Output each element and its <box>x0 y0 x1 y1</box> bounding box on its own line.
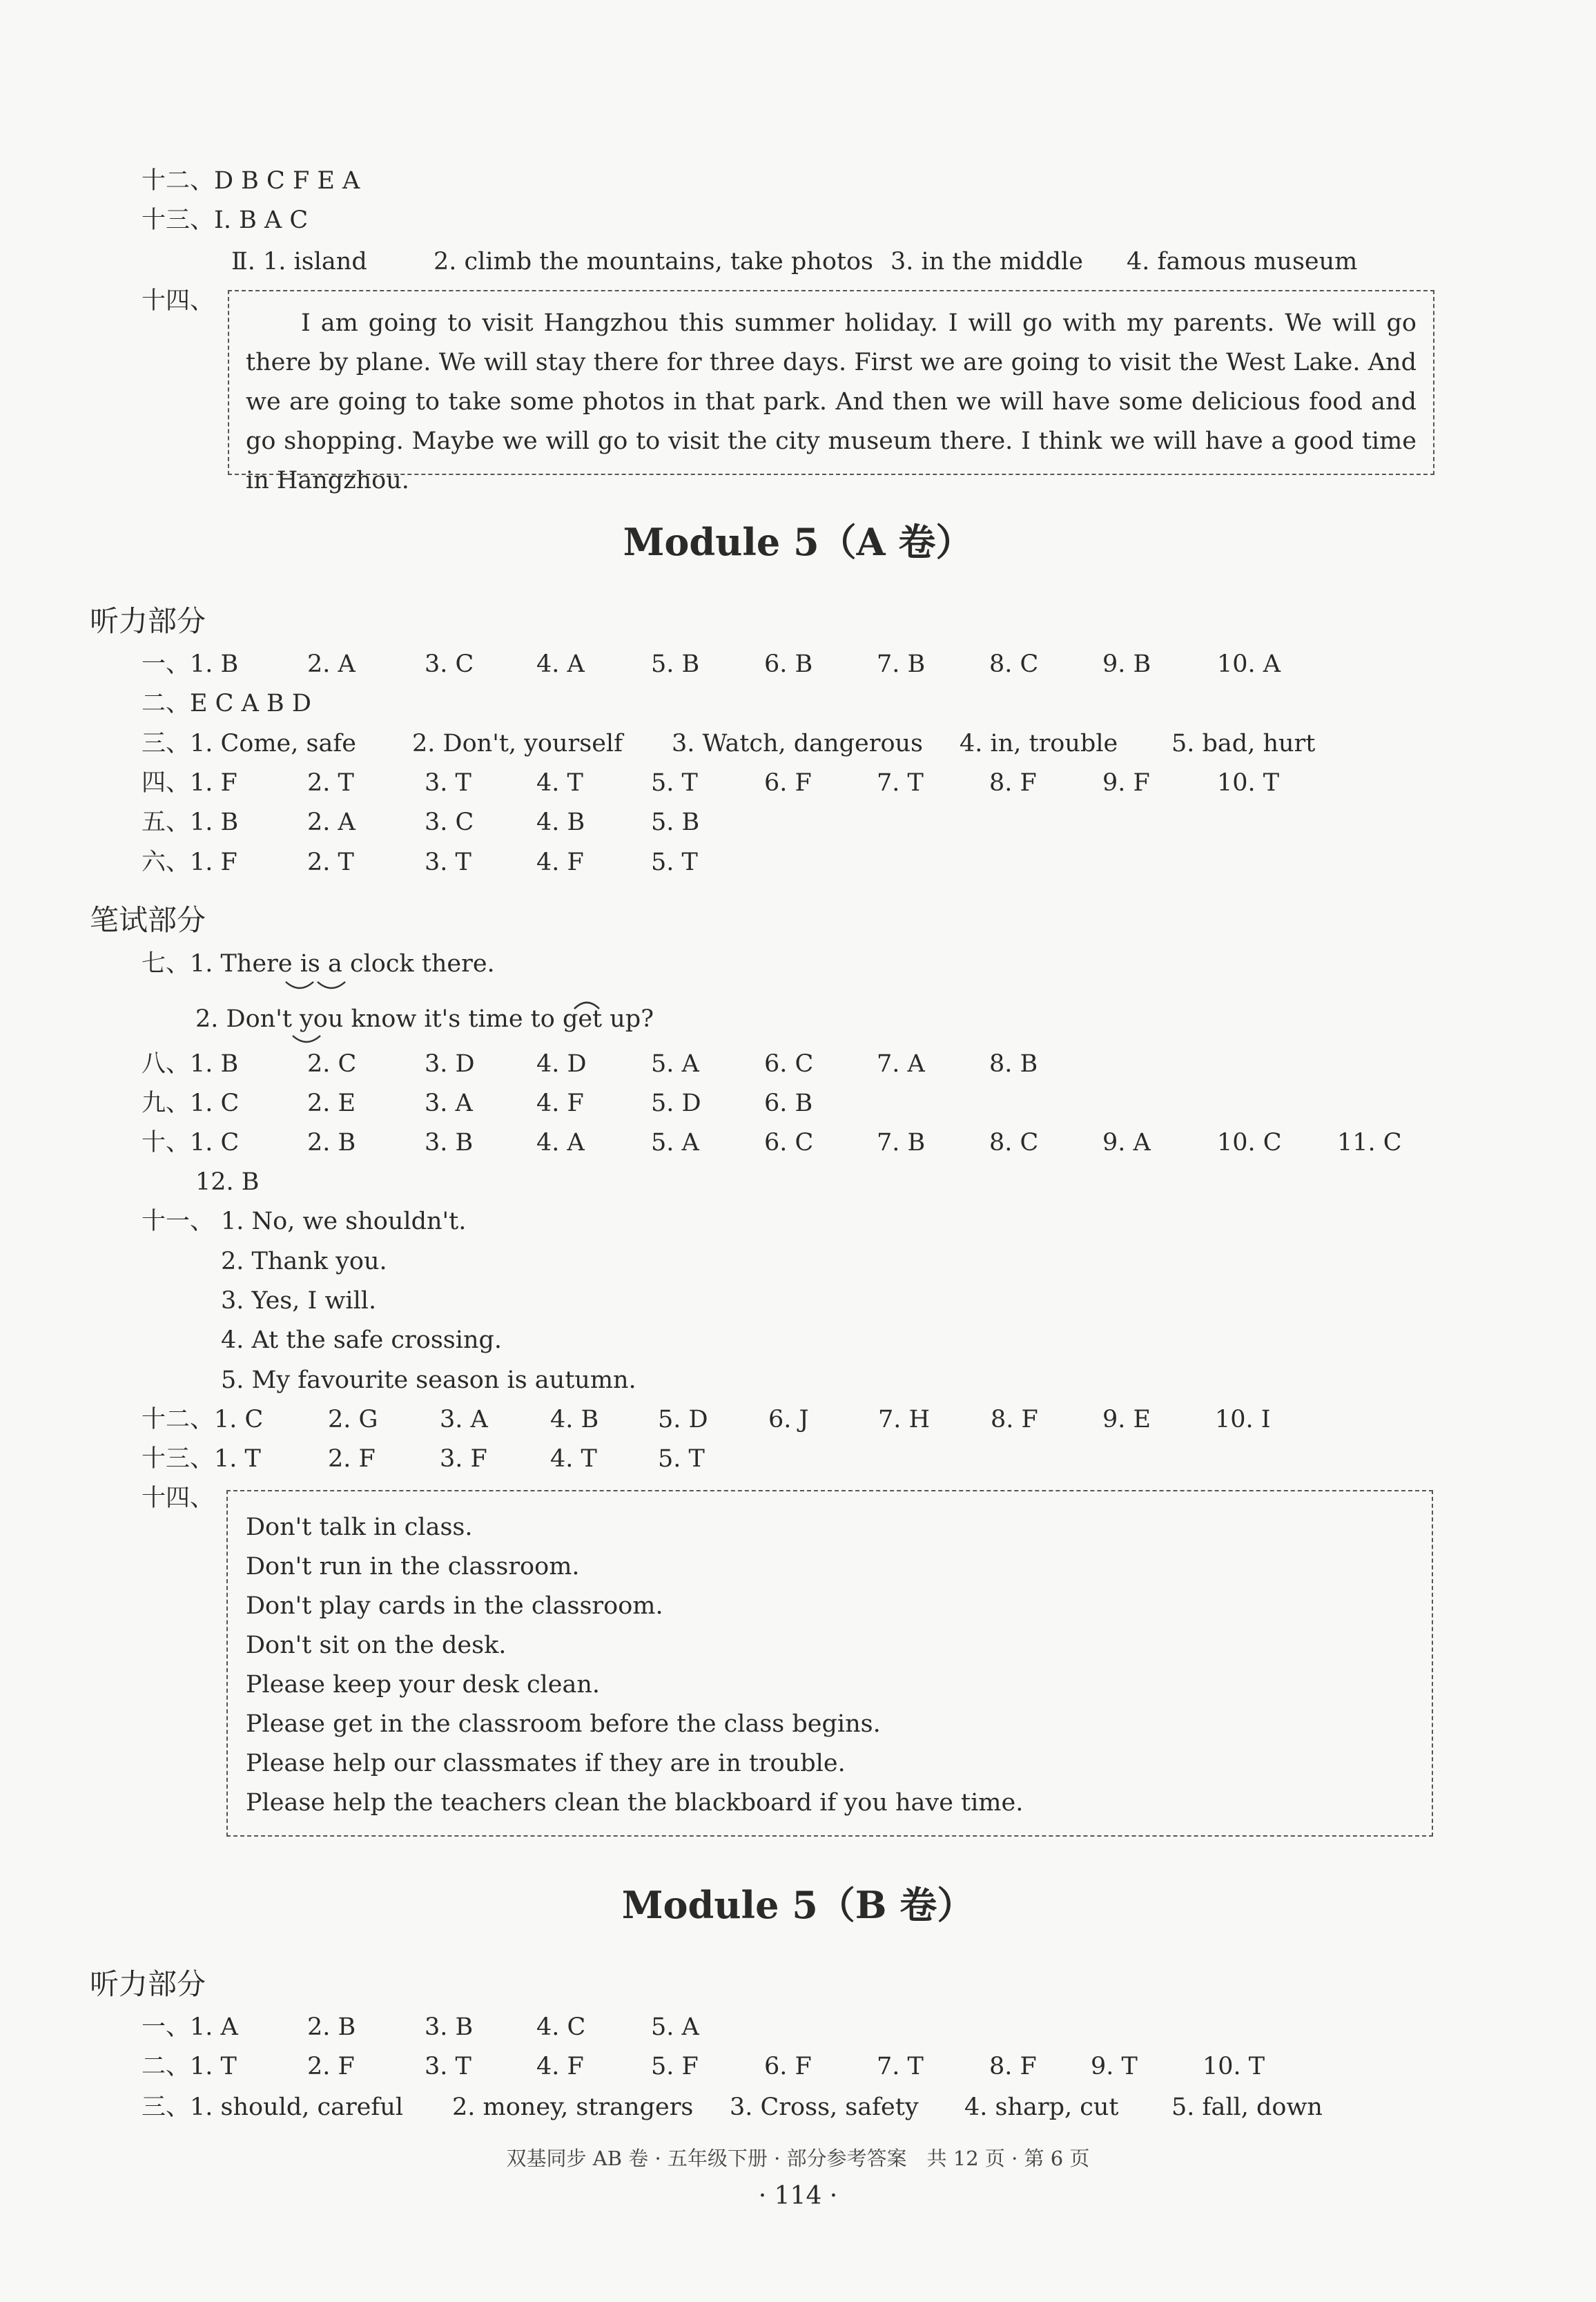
a-row12-5: 5. D <box>658 1406 708 1433</box>
a-row1-1: 一、1. B <box>142 650 239 678</box>
a-row8-2: 2. C <box>307 1050 357 1078</box>
a-row13-4: 4. T <box>550 1445 597 1473</box>
module-b-listening-heading: 听力部分 <box>90 1967 206 2001</box>
a-row4-1: 四、1. F <box>142 769 237 797</box>
a-row8-8: 8. B <box>989 1050 1038 1078</box>
liaison-mark-3 <box>572 996 603 1012</box>
rule-line: Don't talk in class. <box>246 1513 473 1541</box>
a-row3-5: 5. bad, hurt <box>1171 730 1316 757</box>
a-row8-6: 6. C <box>764 1050 814 1078</box>
a-row4-5: 5. T <box>651 769 698 797</box>
a-row1-2: 2. A <box>307 650 356 678</box>
a-row1-3: 3. C <box>425 650 474 678</box>
a-row11-label: 十一、 <box>142 1208 215 1235</box>
a-row12-4: 4. B <box>550 1406 599 1433</box>
a-row1-10: 10. A <box>1217 650 1281 678</box>
a-row13-2: 2. F <box>328 1445 376 1473</box>
rule-line: Please get in the classroom before the class begins. <box>246 1710 881 1738</box>
a-row13-1: 十三、1. T <box>142 1445 261 1473</box>
answer-13-part1: 十三、Ⅰ. B A C <box>142 206 309 234</box>
b-row2-8: 8. F <box>989 2053 1037 2080</box>
b-row1-2: 2. B <box>307 2013 356 2041</box>
essay-text: I am going to visit Hangzhou this summer holiday. I will go with my parents. We will go there by plane. We will stay there for three days. First we are going to visit the West Lake. And we are going to take some photos in that park. And then we will have some delicious food and go shopping. Maybe we will go to visit the city museum there. I think we will have a good time in Hangzhou. <box>246 309 1417 494</box>
a-row10-6: 6. C <box>764 1129 814 1157</box>
a-row6-5: 5. T <box>651 849 698 876</box>
a-row4-10: 10. T <box>1217 769 1280 797</box>
a-row12-8: 8. F <box>991 1406 1038 1433</box>
a-row9-4: 4. F <box>536 1090 584 1117</box>
a-row8-7: 7. A <box>877 1050 925 1078</box>
rule-line: Please help our classmates if they are in trouble. <box>246 1750 846 1777</box>
running-footer: 双基同步 AB 卷 · 五年级下册 · 部分参考答案 共 12 页 · 第 6 页 <box>506 2147 1090 2170</box>
rule-line: Don't run in the classroom. <box>246 1553 580 1580</box>
a-row12-3: 3. A <box>440 1406 488 1433</box>
a-row4-3: 3. T <box>425 769 471 797</box>
answer-13-part2-2: 2. climb the mountains, take photos <box>434 248 873 275</box>
a-row10-1: 十、1. C <box>142 1129 240 1157</box>
a-row3-2: 2. Don't, yourself <box>412 730 623 757</box>
answer-14-label: 十四、 <box>142 287 215 315</box>
answer-13-part2-4: 4. famous museum <box>1127 248 1358 275</box>
b-row3-3: 3. Cross, safety <box>730 2093 919 2121</box>
a-row4-6: 6. F <box>764 769 812 797</box>
a-row11-4: 4. At the safe crossing. <box>221 1326 503 1354</box>
rule-line: Don't sit on the desk. <box>246 1632 507 1659</box>
b-row1-4: 4. C <box>536 2013 586 2041</box>
a-row10-8: 8. C <box>989 1129 1039 1157</box>
b-row3-1: 三、1. should, careful <box>142 2093 404 2121</box>
rule-line: Please keep your desk clean. <box>246 1671 600 1699</box>
a-row12-2: 2. G <box>328 1406 378 1433</box>
a-row6-2: 2. T <box>307 849 354 876</box>
b-row2-6: 6. F <box>764 2053 812 2080</box>
a-row9-2: 2. E <box>307 1090 356 1117</box>
b-row2-7: 7. T <box>877 2053 924 2080</box>
a-row10-11: 11. C <box>1337 1129 1402 1157</box>
b-row2-4: 4. F <box>536 2053 584 2080</box>
a-row5-2: 2. A <box>307 809 356 836</box>
a-row1-8: 8. C <box>989 650 1039 678</box>
a-row2: 二、E C A B D <box>142 690 311 717</box>
b-row2-2: 2. F <box>307 2053 355 2080</box>
page-number: · 114 · <box>758 2182 838 2210</box>
a-row12-7: 7. H <box>878 1406 931 1433</box>
a-row6-3: 3. T <box>425 849 471 876</box>
a-row4-9: 9. F <box>1102 769 1150 797</box>
rule-line: Don't play cards in the classroom. <box>246 1592 663 1620</box>
a-row12-10: 10. I <box>1215 1406 1271 1433</box>
b-row2-3: 3. T <box>425 2053 471 2080</box>
a-row9-5: 5. D <box>651 1090 701 1117</box>
a-row9-6: 6. B <box>764 1090 813 1117</box>
a-row1-7: 7. B <box>877 650 926 678</box>
a-row11-1: 1. No, we shouldn't. <box>221 1208 467 1235</box>
a-row14-label: 十四、 <box>142 1484 215 1512</box>
a-row1-5: 5. B <box>651 650 700 678</box>
a-row10-5: 5. A <box>651 1129 699 1157</box>
a-row10-12: 12. B <box>195 1168 260 1196</box>
a-row12-9: 9. E <box>1102 1406 1151 1433</box>
a-row10-7: 7. B <box>877 1129 926 1157</box>
module-a-writing-heading: 笔试部分 <box>90 903 206 937</box>
a-row12-6: 6. J <box>768 1406 809 1433</box>
liaison-marks-1 <box>283 979 352 996</box>
b-row1-5: 5. A <box>651 2013 699 2041</box>
answer-13-part2-3: 3. in the middle <box>891 248 1083 275</box>
a-row1-6: 6. B <box>764 650 813 678</box>
a-row10-2: 2. B <box>307 1129 356 1157</box>
a-row5-3: 3. C <box>425 809 474 836</box>
a-row3-4: 4. in, trouble <box>960 730 1118 757</box>
module-b-title: Module 5（B 卷） <box>621 1883 975 1927</box>
a-row13-3: 3. F <box>440 1445 487 1473</box>
a-row8-1: 八、1. B <box>142 1050 239 1078</box>
a-row3-1: 三、1. Come, safe <box>142 730 357 757</box>
a-row8-3: 3. D <box>425 1050 475 1078</box>
b-row1-1: 一、1. A <box>142 2013 238 2041</box>
a-row10-10: 10. C <box>1217 1129 1282 1157</box>
b-row2-10: 10. T <box>1203 2053 1265 2080</box>
a-row10-9: 9. A <box>1102 1129 1151 1157</box>
a-row12-1: 十二、1. C <box>142 1406 264 1433</box>
a-row3-3: 3. Watch, dangerous <box>672 730 924 757</box>
b-row2-5: 5. F <box>651 2053 699 2080</box>
b-row3-4: 4. sharp, cut <box>964 2093 1119 2121</box>
a-row1-4: 4. A <box>536 650 585 678</box>
answer-13-part2-1: Ⅱ. 1. island <box>231 248 367 275</box>
a-row4-7: 7. T <box>877 769 924 797</box>
a-row7-1: 七、1. There is a clock there. <box>142 950 495 978</box>
a-row11-5: 5. My favourite season is autumn. <box>221 1366 636 1394</box>
b-row2-9: 9. T <box>1091 2053 1138 2080</box>
a-row10-4: 4. A <box>536 1129 585 1157</box>
a-row1-9: 9. B <box>1102 650 1151 678</box>
b-row3-2: 2. money, strangers <box>452 2093 694 2121</box>
a-row5-1: 五、1. B <box>142 809 239 836</box>
a-row6-1: 六、1. F <box>142 849 237 876</box>
module-a-title: Module 5（A 卷） <box>623 520 973 564</box>
a-row13-5: 5. T <box>658 1445 705 1473</box>
a-row11-3: 3. Yes, I will. <box>221 1287 377 1315</box>
answer-12: 十二、D B C F E A <box>142 167 360 195</box>
a-row10-3: 3. B <box>425 1129 474 1157</box>
a-row11-2: 2. Thank you. <box>221 1248 387 1275</box>
a-row9-1: 九、1. C <box>142 1090 240 1117</box>
a-row5-4: 4. B <box>536 809 585 836</box>
a-row6-4: 4. F <box>536 849 584 876</box>
rule-line: Please help the teachers clean the blackboard if you have time. <box>246 1789 1024 1817</box>
b-row1-3: 3. B <box>425 2013 474 2041</box>
module-a-listening-heading: 听力部分 <box>90 604 206 638</box>
a-row7-2: 2. Don't you know it's time to get up? <box>195 1005 654 1033</box>
a-row4-4: 4. T <box>536 769 583 797</box>
a-row8-4: 4. D <box>536 1050 587 1078</box>
b-row3-5: 5. fall, down <box>1171 2093 1323 2121</box>
a-row9-3: 3. A <box>425 1090 473 1117</box>
a-row8-5: 5. A <box>651 1050 699 1078</box>
b-row2-1: 二、1. T <box>142 2053 237 2080</box>
a-row4-2: 2. T <box>307 769 354 797</box>
a-row4-8: 8. F <box>989 769 1037 797</box>
liaison-mark-2 <box>290 1033 323 1050</box>
a-row5-5: 5. B <box>651 809 700 836</box>
